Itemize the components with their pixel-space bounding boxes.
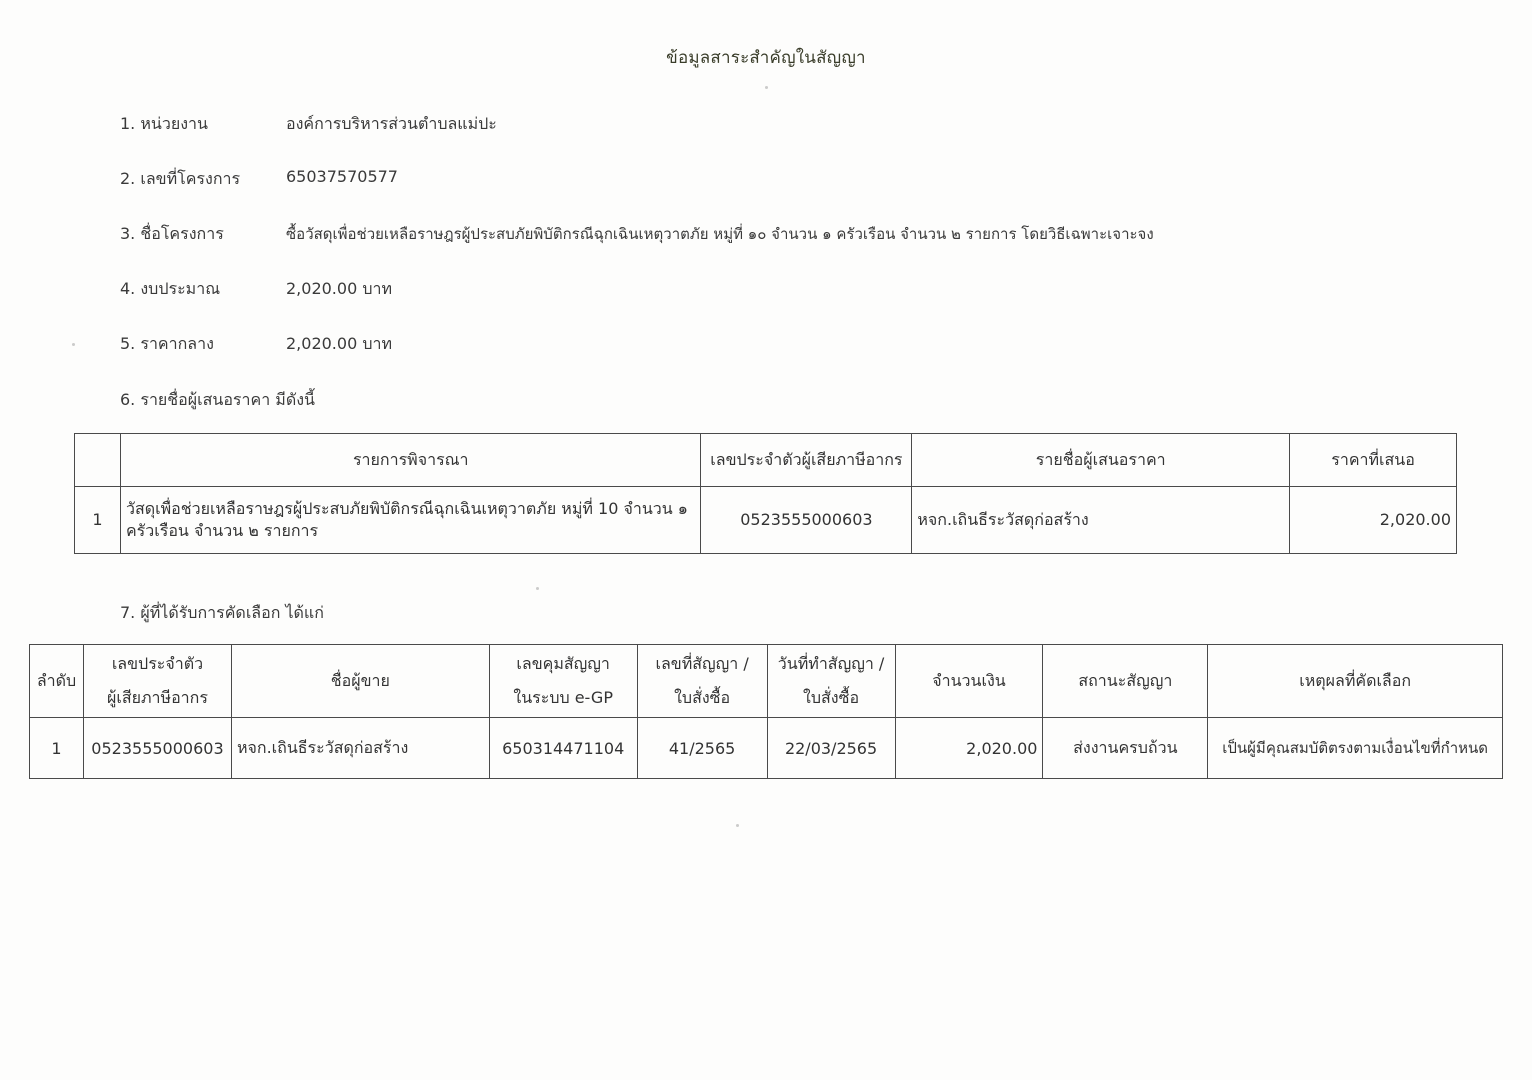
header-contract-date-line2: ใบสั่งซื้อ [803,688,860,707]
header-amount: จำนวนเงิน [895,645,1043,718]
cell-price: 2,020.00 [1290,487,1457,554]
field-project-name [120,222,1154,247]
header-reason: เหตุผลที่คัดเลือก [1208,645,1503,718]
table-header-row [75,434,1457,487]
scan-speck [736,824,739,827]
cell-bidder: หจก.เถินธีระวัสดุก่อสร้าง [912,487,1290,554]
scan-speck [72,343,75,346]
header-seller: ชื่อผู้ขาย [231,645,489,718]
selected-vendor-table [29,644,1503,779]
field-agency [120,112,497,137]
header-item: รายการพิจารณา [120,434,700,487]
cell-tax-id: 0523555000603 [701,487,912,554]
table-row [75,487,1457,554]
field-project-number [120,167,398,192]
header-contract-date-line1: วันที่ทำสัญญา / [777,654,885,673]
cell-amount: 2,020.00 [895,718,1043,779]
table-row [30,718,1503,779]
table-header-row [30,645,1503,718]
cell-seller: หจก.เถินธีระวัสดุก่อสร้าง [231,718,489,779]
header-egp [489,645,637,718]
field-label: 5. ราคากลาง [120,334,214,353]
header-bidder: รายชื่อผู้เสนอราคา [912,434,1290,487]
field-value: องค์การบริหารส่วนตำบลแม่ปะ [286,114,497,133]
header-status: สถานะสัญญา [1043,645,1208,718]
cell-reason: เป็นผู้มีคุณสมบัติตรงตามเงื่อนไขที่กำหนด [1208,718,1503,779]
field-value: ซื้อวัสดุเพื่อช่วยเหลือราษฎรผู้ประสบภัยพิบัติกรณีฉุกเฉินเหตุวาตภัย หมู่ที่ ๑๐ จำนวน ๑ ครัวเรือน จำนวน ๒ รายการ โดยวิธีเฉพาะเจาะจง [286,225,1154,243]
field-value: 2,020.00 บาท [286,279,393,298]
header-tax-id-line1: เลขประจำตัว [111,654,204,673]
header-tax-id [83,645,231,718]
field-value: 2,020.00 บาท [286,334,393,353]
field-median-price [120,332,392,357]
header-egp-line2: ในระบบ e-GP [513,688,613,707]
header-contract-no [637,645,767,718]
cell-contract-date: 22/03/2565 [767,718,895,779]
header-tax-id-line2: ผู้เสียภาษีอากร [107,688,208,707]
field-budget [120,277,392,302]
field-label: 2. เลขที่โครงการ [120,169,241,188]
section-bidders-label: 6. รายชื่อผู้เสนอราคา มีดังนี้ [120,390,315,409]
cell-status: ส่งงานครบถ้วน [1043,718,1208,779]
cell-no: 1 [30,718,84,779]
document-title: ข้อมูลสาระสำคัญในสัญญา [666,48,866,68]
header-contract-date [767,645,895,718]
header-no [75,434,121,487]
cell-tax-id: 0523555000603 [83,718,231,779]
bidders-table [74,433,1457,554]
field-value: 65037570577 [286,167,398,186]
cell-egp: 650314471104 [489,718,637,779]
cell-no: 1 [75,487,121,554]
cell-contract-no: 41/2565 [637,718,767,779]
scan-speck [765,86,768,89]
section-selected-label: 7. ผู้ที่ได้รับการคัดเลือก ได้แก่ [120,603,324,622]
header-no: ลำดับ [30,645,84,718]
header-contract-no-line1: เลขที่สัญญา / [655,654,749,673]
header-contract-no-line2: ใบสั่งซื้อ [674,688,731,707]
field-label: 1. หน่วยงาน [120,114,208,133]
scan-speck [536,587,539,590]
header-tax-id: เลขประจำตัวผู้เสียภาษีอากร [701,434,912,487]
field-label: 3. ชื่อโครงการ [120,224,224,243]
field-label: 4. งบประมาณ [120,279,221,298]
cell-item: วัสดุเพื่อช่วยเหลือราษฎรผู้ประสบภัยพิบัติกรณีฉุกเฉินเหตุวาตภัย หมู่ที่ 10 จำนวน ๑ ครัวเรือน จำนวน ๒ รายการ [120,487,700,554]
header-egp-line1: เลขคุมสัญญา [516,654,610,673]
header-price: ราคาที่เสนอ [1290,434,1457,487]
